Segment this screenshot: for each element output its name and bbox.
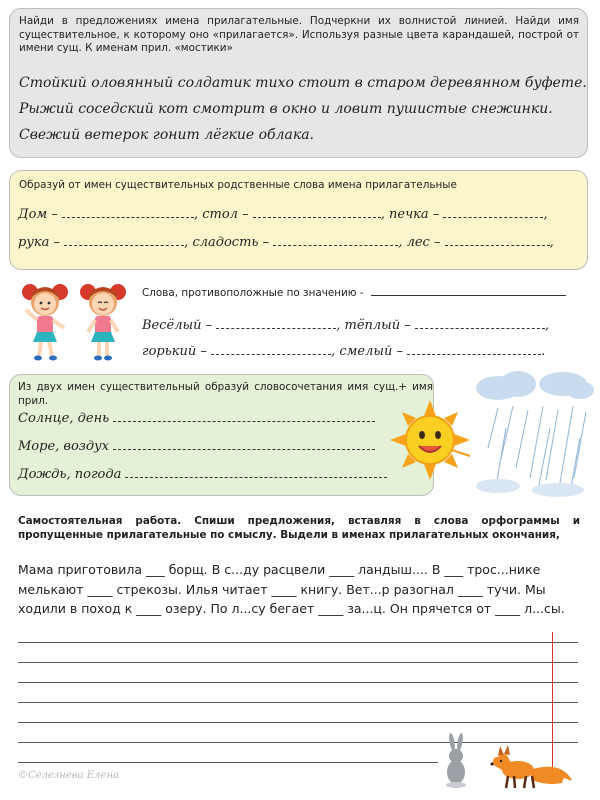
blank[interactable] [407,342,541,355]
task4-instruction: Из двух имен существительный образуй словосочетания имя сущ.+ имя прил. [18,381,433,407]
blank[interactable] [415,316,545,329]
fox-icon [491,745,575,788]
sun-icon [390,400,470,480]
blank[interactable] [443,205,543,218]
task5-instruction: Самостоятельная работа. Спиши предложения, вставляя в слова орфограммы и пропущенные прилагательные по смыслу. Выдели в именах прилагательных окончания, [18,515,580,541]
writing-line[interactable] [18,722,578,723]
blank[interactable] [273,233,398,246]
task1-box [9,8,588,158]
task2-box [9,170,588,270]
blank[interactable] [125,465,387,478]
pair-dozhd: Дождь, погода [18,467,122,482]
word-vesyoly: Весёлый – [142,318,213,333]
writing-line[interactable] [18,762,438,763]
word-ruka: рука – [18,235,61,250]
word-sladost: сладость – [192,235,270,250]
word-les: лес – [406,235,441,250]
task5-text-line-2: мелькают ____ стрекозы. Илья читает ____ книгу. Вет...р разогнал ____ тучи. Мы [18,582,546,597]
word-dom: Дом – [18,207,58,222]
writing-line[interactable] [18,662,578,663]
word-pechka: печка – [389,207,440,222]
task3-section [142,286,592,366]
hare-icon [446,733,466,788]
task1-sentence-2: Рыжий соседский кот смотрит в окно и ловит пушистые снежинки. [19,101,553,117]
blank[interactable] [253,205,381,218]
sun-rain-illustration [388,368,594,498]
word-gorky: горький – [142,344,207,359]
pair-solntse: Солнце, день [18,411,110,426]
writing-line[interactable] [18,642,578,643]
blank[interactable] [113,409,375,422]
rain-icon [488,406,586,492]
girl-right-icon [80,284,126,361]
task2-row-1: Дом – , стол – , печка – , [18,207,548,222]
blank[interactable] [211,342,331,355]
blank[interactable] [64,233,184,246]
blank[interactable] [445,233,550,246]
word-tyoply: тёплый – [344,318,411,333]
task4-row-3 [18,465,433,482]
task5-text-line-1: Мама приготовила ___ борщ. В с...ду расцвели ____ ландыш.... В ___ трос...нике [18,562,541,577]
task2-row-2: рука – , сладость – , лес – , [18,235,554,250]
animals-illustration [440,730,580,792]
author-signature: ©Селезнева Елена [18,770,119,781]
task3-row-1: Весёлый – , тёплый – , [142,318,550,333]
girl-left-icon [22,284,68,361]
pair-more: Море, воздух [18,439,110,454]
writing-line[interactable] [18,682,578,683]
task4-box [9,374,434,496]
task3-row-2: горький – , смелый – . [142,344,546,359]
task3-heading-row [142,286,592,299]
task1-sentence-1: Стойкий оловянный солдатик тихо стоит в старом деревянном буфете. [19,75,587,91]
blank[interactable] [216,316,336,329]
blank[interactable] [371,286,566,296]
task1-sentence-3: Свежий ветерок гонит лёгкие облака. [19,127,314,143]
girls-illustration [10,280,138,362]
writing-line[interactable] [18,702,578,703]
task5-text-line-3: ходили в поход к ____ озеру. По л...су бегает ____ за...ц. Он прячется от ____ л...сы. [18,601,565,616]
task4-row-1 [18,409,433,426]
task3-instruction: Слова, противоположные по значению - [142,287,364,299]
task1-instruction: Найди в предложениях имена прилагательные. Подчеркни их волнистой линией. Найди имя существительное, к которому оно «прилагается». Используя разные цвета карандашей, построй от имени сущ. К именам прил. «мостики» [19,15,579,54]
task2-instruction: Образуй от имен существительных родственные слова имена прилагательные [19,179,457,191]
blank[interactable] [113,437,375,450]
word-smely: смелый – [339,344,403,359]
task4-row-2 [18,437,433,454]
word-stol: стол – [202,207,249,222]
cloud-icon [476,371,594,400]
blank[interactable] [62,205,194,218]
cloud-ground-icon [476,479,584,497]
